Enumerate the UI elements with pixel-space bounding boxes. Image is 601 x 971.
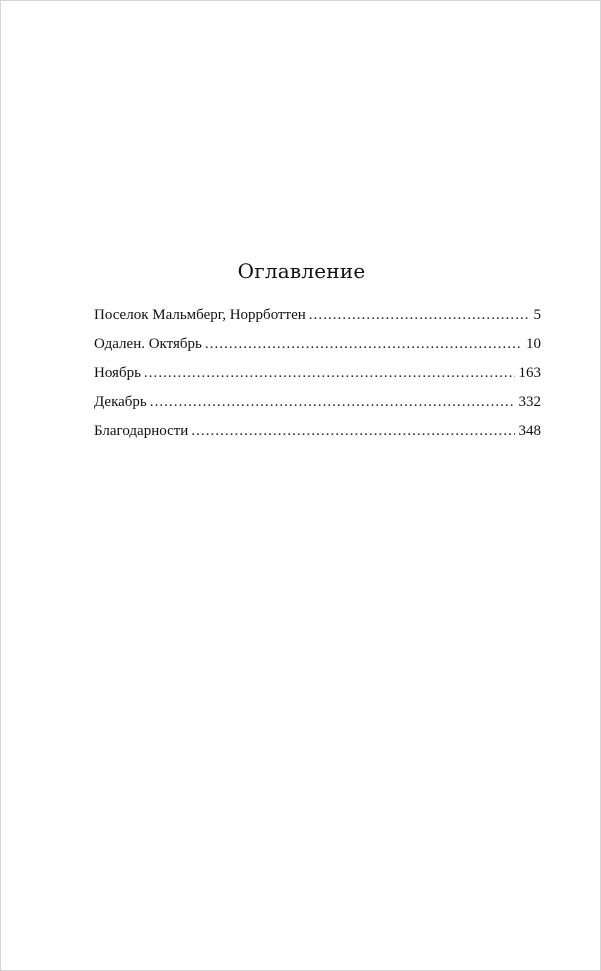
toc-entry[interactable] xyxy=(94,423,541,452)
toc-dot-leader xyxy=(205,336,522,353)
toc-list xyxy=(94,307,541,452)
toc-entry-page-number: 5 xyxy=(533,307,541,323)
toc-entry-label: Одален. Октябрь xyxy=(94,336,202,352)
toc-entry-page-number: 332 xyxy=(518,394,541,410)
toc-entry[interactable] xyxy=(94,365,541,394)
toc-entry-label: Благодарности xyxy=(94,423,189,439)
toc-entry[interactable] xyxy=(94,336,541,365)
toc-dot-leader xyxy=(309,307,530,324)
toc-entry-page-number: 348 xyxy=(518,423,541,439)
toc-entry-label: Поселок Мальмберг, Норрботтен xyxy=(94,307,306,323)
toc-dot-leader xyxy=(191,423,514,440)
toc-entry[interactable] xyxy=(94,307,541,336)
toc-entry-label: Декабрь xyxy=(94,394,147,410)
toc-entry-label: Ноябрь xyxy=(94,365,141,381)
toc-entry[interactable] xyxy=(94,394,541,423)
toc-entry-page-number: 163 xyxy=(518,365,541,381)
toc-entry-page-number: 10 xyxy=(526,336,541,352)
toc-dot-leader xyxy=(150,394,515,411)
toc-dot-leader xyxy=(144,365,515,382)
toc-title: Оглавление xyxy=(237,259,366,283)
